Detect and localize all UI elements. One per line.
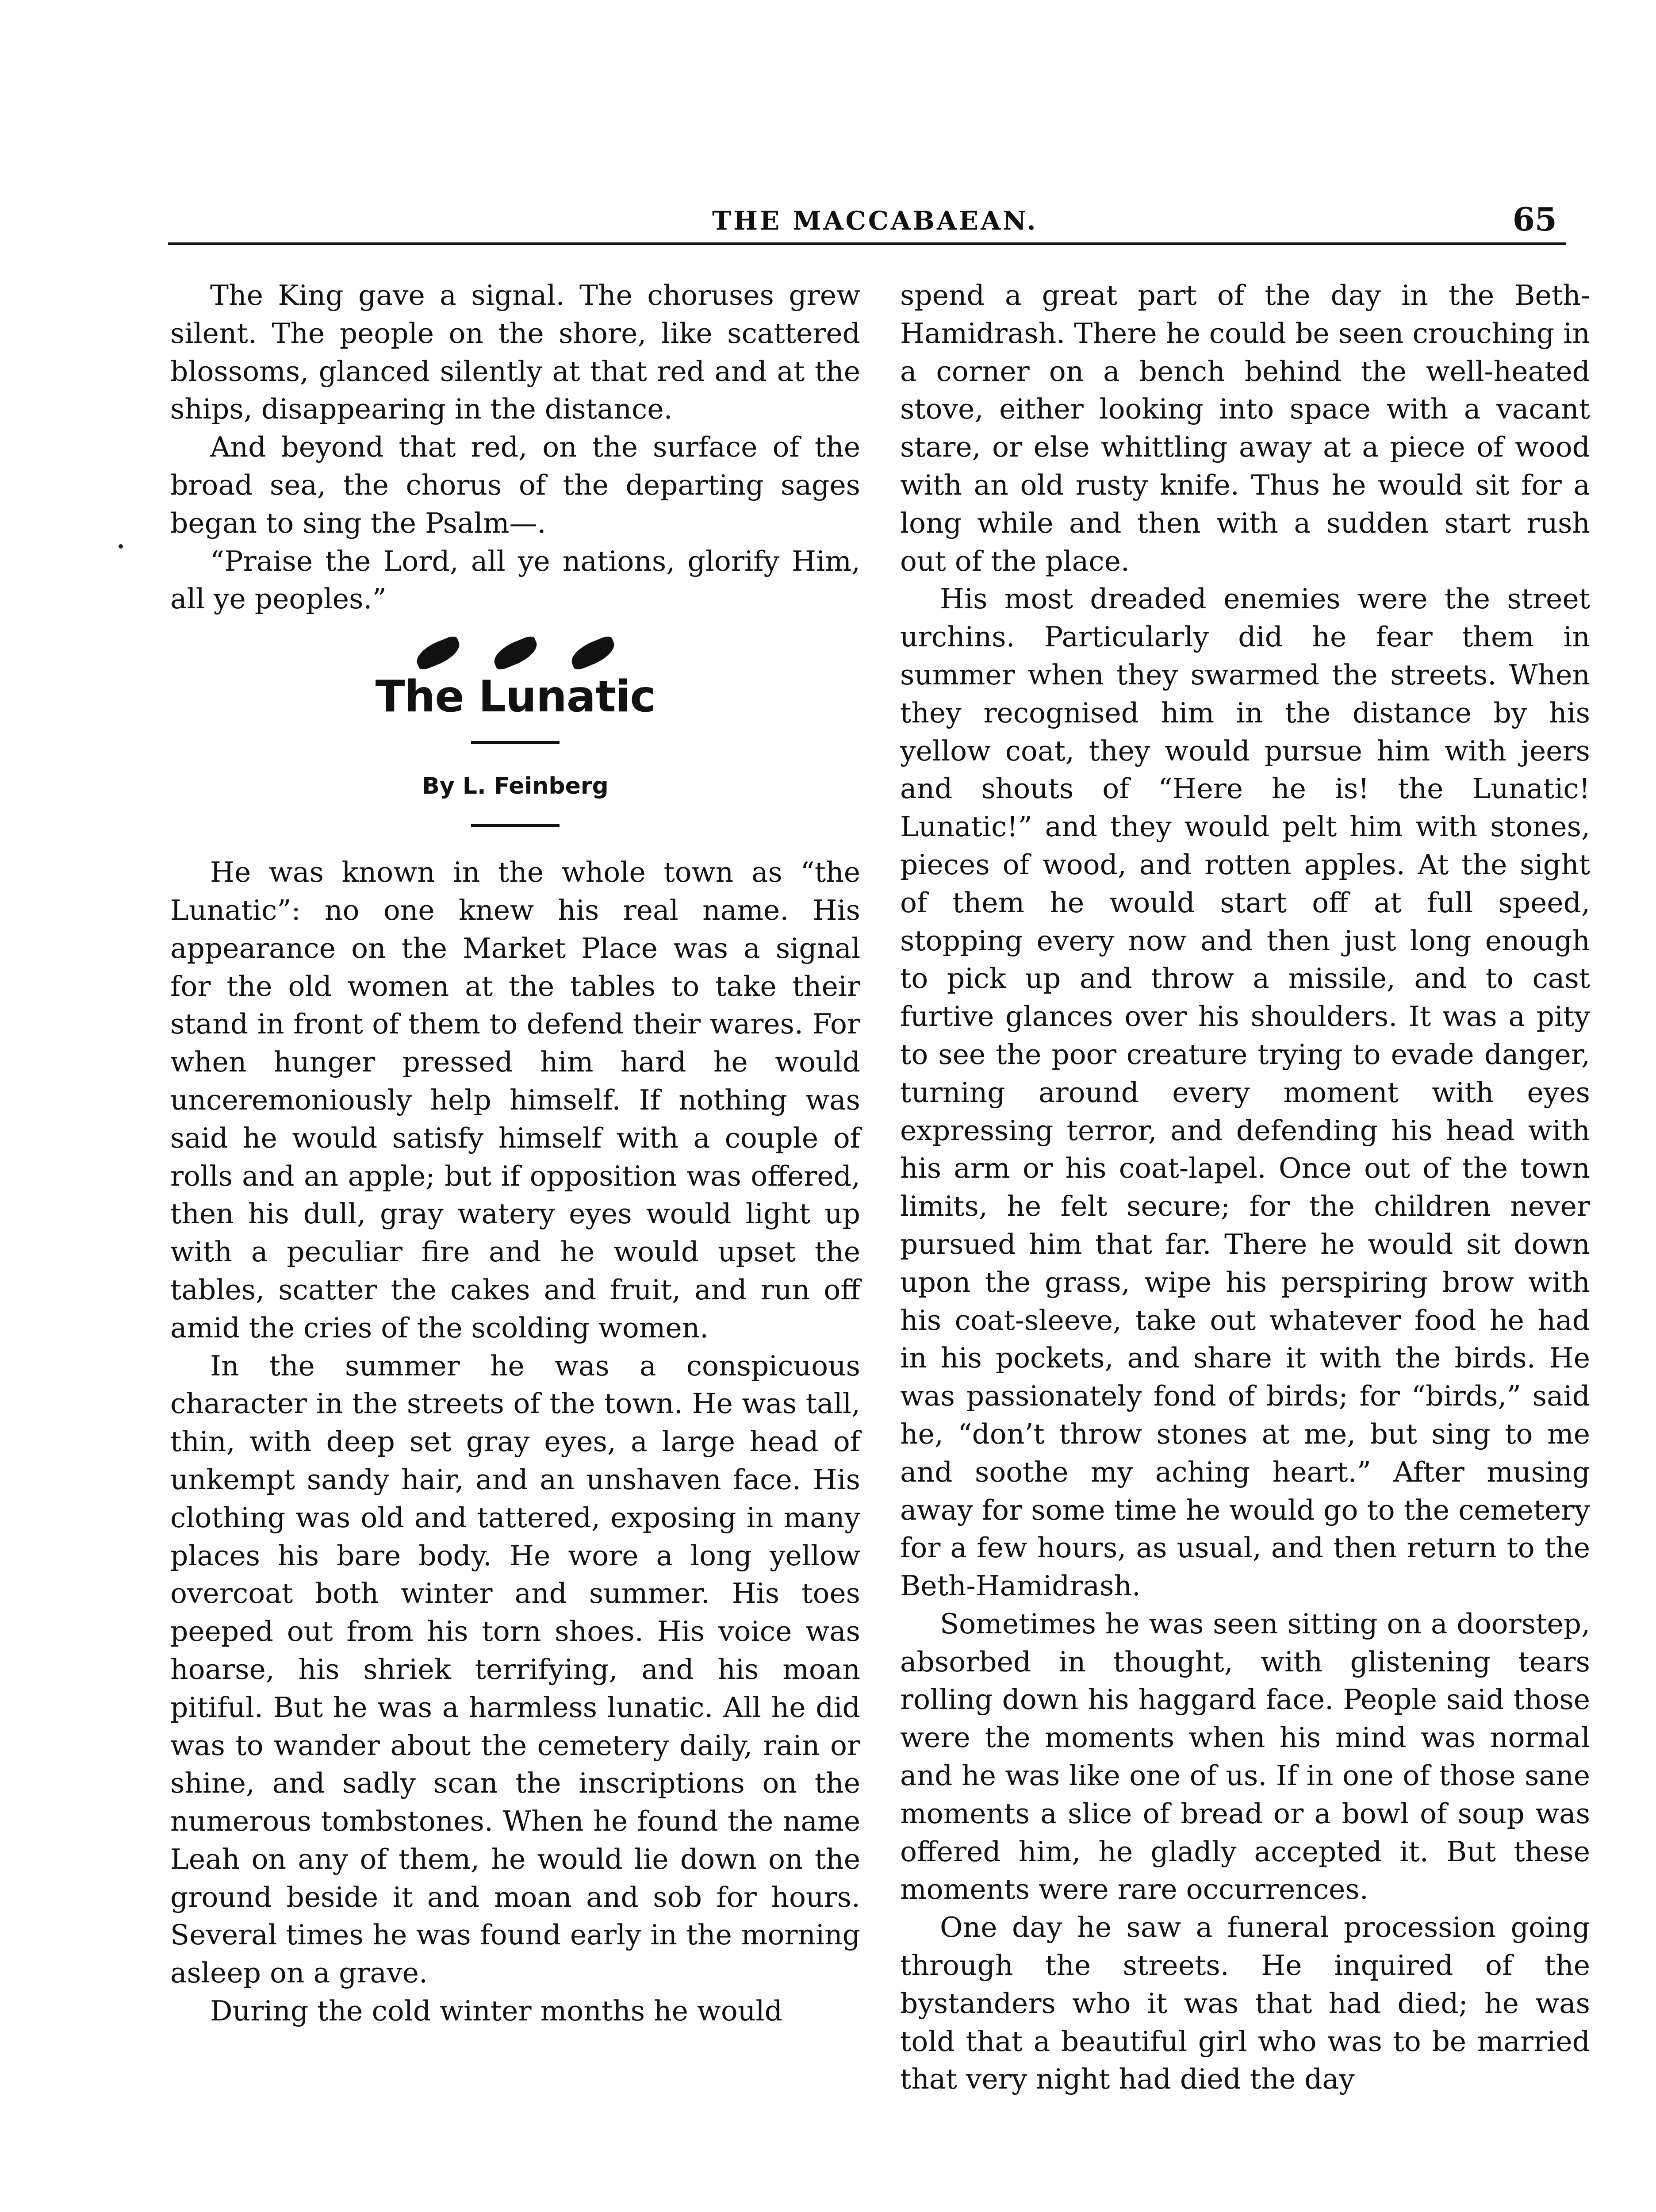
intro-paragraph-1: The King gave a signal. The choruses grew silent. The people on the shore, like scattered blossoms, glanced silently at that red and at the ships, disappearing in the distance. (170, 279, 860, 426)
right-paragraph-3: One day he saw a funeral procession going through the streets. He inquired of the bystanders who it was that had died; he was told that a beautiful girl who was to be married that very night had died the day (900, 1911, 1590, 2096)
body-paragraph-1: He was known in the whole town as “the Lunatic”: no one knew his real name. His appearance on the Market Place was a signal for the old women at the tables to take their stand in front of them to defend their wares. For when hunger pressed him hard he would unceremoniously help himself. If nothing was said he would satisfy himself with a couple of rolls and an apple; but if opposition was offered, then his dull, gray watery eyes would light up with a peculiar fire and he would upset the tables, scatter the cakes and fruit, and run off amid the cries of the scolding women. (170, 856, 860, 1344)
title-rule (471, 741, 560, 744)
margin-mark (119, 544, 123, 549)
header-rule (168, 242, 1566, 245)
body-paragraph-3: During the cold winter months he would (210, 1995, 782, 2028)
right-column (900, 276, 1590, 2098)
leaf-ornament-icon (490, 634, 540, 672)
leaf-ornament-icon (412, 634, 463, 672)
section-ornaments (170, 642, 860, 664)
article-title: The Lunatic (375, 672, 656, 722)
intro-paragraph-3: “Praise the Lord, all ye nations, glorify Him, all ye peoples.” (170, 545, 860, 615)
leaf-ornament-icon (567, 634, 618, 672)
running-title: THE MACCABAEAN. (712, 206, 1038, 236)
right-paragraph-1: His most dreaded enemies were the street urchins. Particularly did he fear them in summer when they swarmed the streets. When they recognised him in the distance by his yellow coat, they would pursue him with jeers and shouts of “Here he is! the Lunatic! Lunatic!” and they would pelt him with stones, pieces of wood, and rotten apples. At the sight of them he would start off at full speed, stopping every now and then just long enough to pick up and throw a missile, and to cast furtive glances over his shoulders. It was a pity to see the poor creature trying to evade danger, turning around every moment with eyes expressing terror, and defending his head with his arm or his coat-lapel. Once out of the town limits, he felt secure; for the children never pursued him that far. There he would sit down upon the grass, wipe his perspiring brow with his coat-sleeve, take out whatever food he had in his pockets, and share it with the birds. He was passionately fond of birds; for “birds,” said he, “don’t throw stones at me, but sing to me and soothe my aching heart.” After musing away for some time he would go to the cemetery for a few hours, as usual, and then return to the Beth-Hamidrash. (900, 583, 1590, 1602)
byline-rule (471, 824, 560, 827)
intro-paragraph-2: And beyond that red, on the surface of the broad sea, the chorus of the departing sages began to sing the Psalm—. (170, 431, 860, 539)
page-number: 65 (1512, 200, 1557, 238)
continued-paragraph: spend a great part of the day in the Beth-Hamidrash. There he could be seen crouching in a corner on a bench behind the well-heated stove, either looking into space with a vacant stare, or else whittling away at a piece of wood with an old rusty knife. Thus he would sit for a long while and then with a sudden start rush out of the place. (900, 279, 1590, 577)
running-header (168, 200, 1566, 246)
right-paragraph-2: Sometimes he was seen sitting on a doorstep, absorbed in thought, with glistening tears rolling down his haggard face. People said those were the moments when his mind was normal and he was like one of us. If in one of those sane moments a slice of bread or a bowl of soup was offered him, he gladly accepted it. But these moments were rare occurrences. (900, 1607, 1590, 1906)
byline: By L. Feinberg (422, 773, 609, 800)
left-column (170, 276, 860, 2030)
body-paragraph-2: In the summer he was a conspicuous character in the streets of the town. He was tall, thin, with deep set gray eyes, a large head of unkempt sandy hair, and an unshaven face. His clothing was old and tattered, exposing in many places his bare body. He wore a long yellow overcoat both winter and summer. His toes peeped out from his torn shoes. His voice was hoarse, his shriek terrifying, and his moan pitiful. But he was a harmless lunatic. All he did was to wander about the cemetery daily, rain or shine, and sadly scan the inscriptions on the numerous tombstones. When he found the name Leah on any of them, he would lie down on the ground beside it and moan and sob for hours. Several times he was found early in the morning asleep on a grave. (170, 1349, 860, 1989)
